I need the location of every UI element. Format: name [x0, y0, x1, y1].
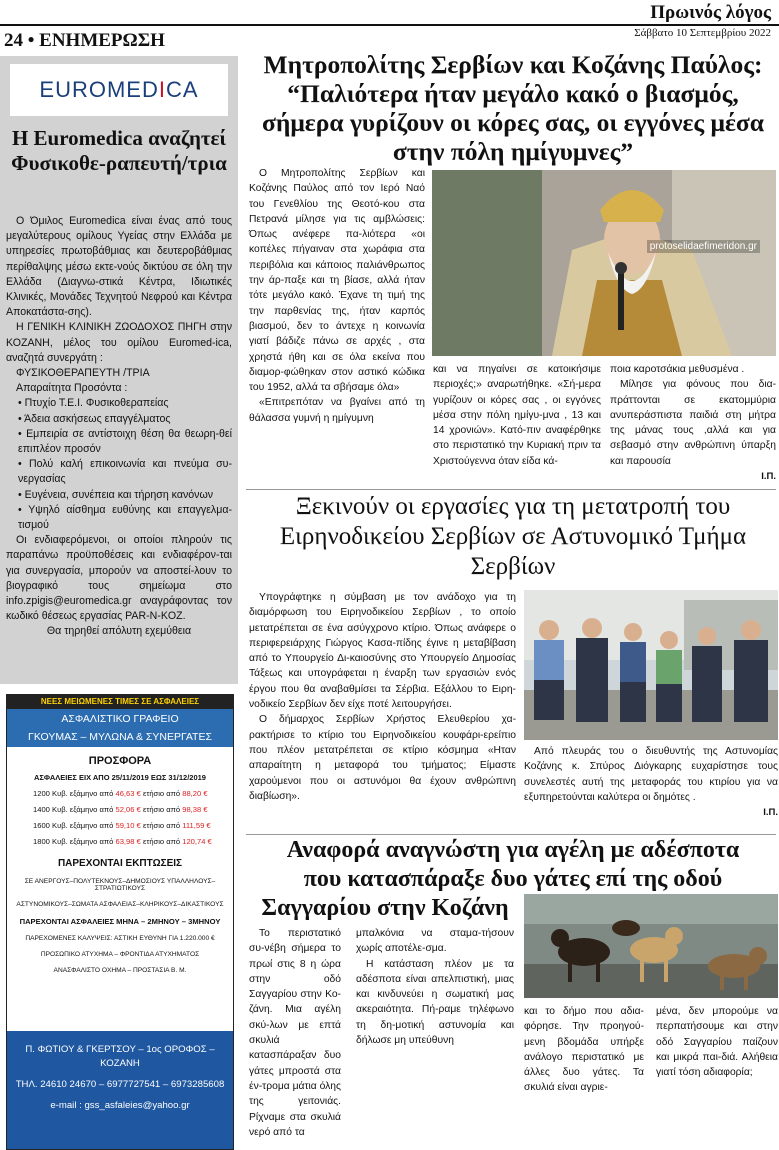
- insurance-cover: ΠΑΡΕΧΟΜΕΝΕΣ ΚΑΛΥΨΕΙΣ: ΑΣΤΙΚΗ ΕΥΘΥΝΗ ΓΙΑ 1.220.000 €: [25, 935, 215, 942]
- header-rule: [0, 24, 779, 26]
- article3-col4: [656, 1004, 778, 1080]
- insurance-address: Π. ΦΩΤΙΟΥ & ΓΚΕΡΤΣΟΥ – 1ος ΟΡΟΦΟΣ – ΚΟΖΑΝΗ: [25, 1044, 215, 1069]
- ad-bullet: • Υψηλό αίσθημα ευθύνης και επαγγελμα-τισμού: [18, 503, 232, 532]
- ad-paragraph: Ο Όμιλος Euromedica είναι ένας από τους μεγαλύτερους ομίλους Υγείας στην Ελλάδα με υπηρεσίες πρωτοβάθμιας και δευτεροβάθμιας περίθαλψης μέσω εκτε-νούς δικτύου σε όλη την Ελλάδα (Διαγνω-στικά Κέντρα, Ιδιωτικές Κλινικές, Μονάδες Τεχνητού Νεφρού και Κέντρα Αποκατάστα-σης).: [6, 215, 232, 319]
- insurance-email: e-mail : gss_asfaleies@yahoo.gr: [50, 1100, 190, 1111]
- article2-paragraph: Από πλευράς του ο διευθυντής της Αστυνομίας Κοζάνης κ. Σπύρος Διόγκαρης ευχαρίστησε τους συνελεστές αυτή της μεταφοράς του κτιρίου για να εξυπηρετούνται καλύτερα οι δημότες .: [524, 746, 778, 803]
- article1-paragraph: και να πηγαίνει σε κατοικήσιμε περιοχές;» αναρωτήθηκε. «Σή-μερα γυρίζουν οι κόρες σας , οι εγγόνες μέσα στην πόλη ημίγυ-μνα , 13 και 14 χρονιών». Κατό-πιν αναφέρθηκε στο περιστατικό την Κυριακή πριν τα Χριστούγεννα όταν είδα κά-: [433, 364, 601, 467]
- price-part: ετήσιο από: [140, 837, 183, 846]
- insurance-price-row: [7, 805, 233, 814]
- article2-paragraph: Υπογράφτηκε η σύμβαση με τον ανάδοχο για τη διαμόρφωση του Ειρηνοδικείου Σερβίων , το οποίο μετατρέπεται σε ένα ασύγχρονο κτίριο. Όπως ανάφερε ο περιφερειάρχης Γιώργος Κασα-πίδης έγινε η μεταβίβαση από το Υπουργείο Δι-καιοσύνης στο Υπουργείο Δημοσίας Τάξεως και υπογράφεται η έναρξη των εργασιών ενός έργου που θα αναβαθμίσει τα Σέρβια. Εξάλλου το Ειρη-νοδικείο Σερβίων δεν είχε ποτέ λειτουργήσει.: [249, 592, 516, 711]
- article2-title: Ξεκινούν οι εργασίες για τη μετατροπή του Ειρηνοδικείου Σερβίων σε Αστυνομικό Τμήμα Σερβίων: [279, 493, 747, 580]
- article3-title-line: που κατασπάραξε δυο γάτες επί της οδού: [303, 866, 723, 892]
- price-part: 52,06 €: [115, 805, 141, 814]
- insurance-top-banner: ΝΕΕΣ ΜΕΙΩΜΕΝΕΣ ΤΙΜΕΣ ΣΕ ΑΣΦΑΛΕΙΕΣ: [7, 695, 233, 709]
- article1-title: Μητροπολίτης Σερβίων και Κοζάνης Παύλος: “Παλιότερα ήταν μεγάλο κακό ο βιασμός, σήμερα γυρίζουν οι κόρες σας, οι εγγόνες μέσα στην πόλη ημίγυμνες”: [262, 50, 764, 166]
- price-part: 120,74 €: [182, 837, 212, 846]
- ad-bullet: • Πτυχίο Τ.Ε.Ι. Φυσικοθεραπείας: [18, 397, 169, 410]
- insurance-ad: [6, 694, 234, 1150]
- price-part: ετήσιο από: [140, 821, 183, 830]
- article2-paragraph: Ο δήμαρχος Σερβίων Χρήστος Ελευθερίου χα-ρακτήρισε το κτίριο του Ειρηνοδικείου κουφάρι-ερείπιο που πλέον μετατρέπεται σε κτίριο κόσμημα «Ηταν απαραίτητη η μεταφορά του τμήματος; Είμαστε χαρούμενοι που οι αστυνόμοι θα έχουν ανθρώπινη διαβίωση».: [249, 714, 516, 802]
- insurance-discount-who: ΣΕ ΑΝΕΡΓΟΥΣ–ΠΟΛΥΤΕΚΝΟΥΣ–ΔΗΜΟΣΙΟΥΣ ΥΠΑΛΛΗΛΟΥΣ–ΣΤΡΑΤΙΩΤΙΚΟΥΣ: [24, 878, 216, 892]
- euromedica-logo: [10, 64, 228, 116]
- price-part: 63,98 €: [115, 837, 141, 846]
- article1-col3: [610, 362, 776, 484]
- price-part: ετήσιο από: [140, 805, 183, 814]
- insurance-discounts: ΠΑΡΕΧΟΝΤΑΙ ΕΚΠΤΩΣΕΙΣ: [57, 858, 183, 869]
- insurance-office-band: [7, 709, 233, 747]
- article3-title-line: Σαγγαρίου στην Κοζάνη: [261, 895, 509, 921]
- separator: [246, 489, 776, 490]
- article3-paragraph: μένα, δεν μπορούμε να περπατήσουμε και στην οδό Σαγγαρίου παίζουν και μικρά παι-διά. Αλήθεια γιατί τόση αδιαφορία;: [656, 1006, 778, 1079]
- newspaper-name: Πρωινός λόγος: [650, 2, 771, 23]
- ad-role: ΦΥΣΙΚΟΘΕΡΑΠΕΥΤΗ /ΤΡΙΑ: [16, 367, 150, 380]
- article3-col3: [524, 1004, 644, 1096]
- insurance-contact: [7, 1031, 233, 1149]
- article1-paragraph: ποια καροτσάκια μεθυσμένα .: [610, 364, 745, 375]
- left-column: [0, 56, 238, 1111]
- article2-text: [249, 590, 516, 804]
- article2-text-right: [524, 744, 778, 820]
- ad-bullet: • Ευγένεια, συνέπεια και τήρηση κανόνων: [18, 488, 214, 501]
- insurance-cover: ΠΡΟΣΩΠΙΚΟ ΑΤΥΧΗΜΑ – ΦΡΟΝΤΙΔΑ ΑΤΥΧΗΜΑΤΟΣ: [40, 951, 200, 958]
- article1-paragraph: Ο Μητροπολίτης Σερβίων και Κοζάνης Παύλος από τον Ιερό Ναό του Γενεθλίου της Θεοτό-κου στα Πετρανά μίλησε για τις αμβλώσεις: Όπως ανέφερε πα-λιότερα «οι κοπέλες πήγαιναν στα χωράφια στα περιβόλια και κάποιος παλιάνθρωπος την άρ-παξε και τη βίασε, αλλά ήταν τότε μεγάλο κακό. Έχανε τη τιμή της την παρθενίας της, ήταν καρπός βιασμού, δεν το άντεχε η κοινωνία γιατί βάδιζε πάνω σε αρχές , στα χρηστά ήθη και σε όλα εκείνα που διαμορ-φώθηκαν στον αστικό κώδικα του 1952, αλλά τα σβήσαμε όλα»: [249, 168, 425, 394]
- insurance-offer: ΠΡΟΣΦΟΡΑ: [88, 755, 152, 767]
- ad-paragraph: Η ΓΕΝΙΚΗ ΚΛΙΝΙΚΗ ΖΩΟΔΟΧΟΣ ΠΗΓΗ στην ΚΟΖΑΝΗ, μέλος του ομίλου Euromed-ica, αναζητά συνεργάτη :: [6, 321, 232, 364]
- article1-col1: [249, 166, 425, 426]
- price-part: 98,38 €: [182, 805, 208, 814]
- article3-col1: [249, 926, 341, 1140]
- ad-bullet: • Πολύ καλή επικοινωνία και πνεύμα συ-νεργασίας: [18, 458, 232, 486]
- price-part: 88,20 €: [182, 789, 208, 798]
- separator: [246, 834, 776, 835]
- price-part: 1400 Κυβ. εξάμηνο από: [33, 805, 116, 814]
- article1-paragraph: Μίλησε για φόνους που δια-πράττονται σε εκατομμύρια ανυπεράσπιστα παιδιά στη μήτρα της μάνας τους ,αλλά και για σεβασμό στην ανθρώπινη ύπαρξη και παρουσία: [610, 379, 776, 467]
- insurance-cover: ΑΝΑΣΦΑΛΙΣΤΟ ΟΧΗΜΑ – ΠΡΟΣΤΑΣΙΑ Β. Μ.: [53, 967, 187, 974]
- insurance-price-row: [7, 821, 233, 830]
- stray-dogs-photo: [524, 894, 778, 998]
- issue-date: Σάββατο 10 Σεπτεμβρίου 2022: [634, 27, 771, 39]
- insurance-names: ΓΚΟΥΜΑΣ – ΜΥΛΩΝΑ & ΣΥΝΕΡΓΑΤΕΣ: [28, 731, 212, 743]
- price-part: 1600 Κυβ. εξάμηνο από: [33, 821, 116, 830]
- article1-paragraph: «Επιτρεπόταν να βγαίνει από τη θάλασσα γυμνή η ημίγυμνη: [249, 397, 425, 424]
- price-part: 46,63 €: [115, 789, 141, 798]
- metropolitan-photo: [432, 170, 776, 356]
- price-part: 111,59 €: [182, 821, 211, 830]
- article3-paragraph: Το περιστατικό συ-νέβη σήμερα το πρωί στις 8 η ώρα στην οδό Σαγγαρίου στην Κο-ζάνη. Μια αγέλη σκύ-λων με επτά σκυλιά κατασπάραξαν δυο γάτες μπροστά στα έν-τρομα μάτια όλης της γειτονιάς. Ρίχναμε στα σκυλιά νερό από τα: [249, 928, 341, 1138]
- ad-paragraph: Οι ενδιαφερόμενοι, οι οποίοι πληρούν τις παραπάνω προϋποθέσεις και ενδιαφέρον-ται για συνεργασία, μπορούν να αποστεί-λουν το βιογραφικό τους σημείωμα στο info.zpigis@euromedica.gr αναγράφοντας τον κωδικό θέσεως εργασίας PAR-N-KOZ.: [6, 534, 232, 623]
- price-part: 1200 Κυβ. εξάμηνο από: [33, 789, 116, 798]
- insurance-price-row: [7, 789, 233, 798]
- metropolitan-photo-art: [432, 170, 776, 356]
- insurance-monthly: ΠΑΡΕΧΟΝΤΑΙ ΑΣΦΑΛΕΙΕΣ ΜΗΝΑ – 2ΜΗΝΟΥ – 3ΜΗΝΟΥ: [19, 917, 221, 926]
- price-part: 59,10 €: [115, 821, 141, 830]
- page-label: 24 • ΕΝΗΜΕΡΩΣΗ: [4, 30, 165, 51]
- logo-text: EUROMEDICA: [39, 77, 199, 102]
- insurance-office: ΑΣΦΑΛΙΣΤΙΚΟ ΓΡΑΦΕΙΟ: [61, 713, 179, 725]
- article3-paragraph: Η κατάσταση πλέον με τα αδέσποτα είναι απελπιστική, μιας και κινδυνεύει η σωματική μας ακεραιότητα. Πή-ραμε τηλέφωνο τη δη-μοτική αστυνομία και δήλωσε μη υπεύθυνη: [356, 958, 514, 1047]
- article3-paragraph: και το δήμο που αδια-φόρησε. Την προηγού-μενη βδομάδα υπήρξε ανάλογο περιστατικό με άλλες δυο γάτες. Τα σκυλιά είναι αγριε-: [524, 1006, 644, 1094]
- insurance-price-row: [7, 837, 233, 846]
- insurance-period: ΑΣΦΑΛΕΙΕΣ ΕΙΧ ΑΠΟ 25/11/2019 ΕΩΣ 31/12/2019: [34, 773, 206, 782]
- ad-confidential: Θα τηρηθεί απόλυτη εχεμύθεια: [46, 625, 192, 638]
- price-part: ετήσιο από: [140, 789, 183, 798]
- ceremony-photo-art: [524, 590, 778, 740]
- watermark: protoselidaefimeridon.gr: [647, 240, 760, 253]
- ad-req-title: Απαραίτητα Προσόντα :: [16, 382, 128, 395]
- price-part: 1800 Κυβ. εξάμηνο από: [33, 837, 116, 846]
- euromedica-ad: [0, 56, 238, 684]
- article3-col2: [356, 926, 514, 1048]
- ad-title: Η Euromedica αναζητεί Φυσικοθε-ραπευτή/τρια: [11, 126, 227, 175]
- ad-body: [6, 214, 232, 640]
- article3-title-line: Αναφορά αναγνώστη για αγέλη με αδέσποτα: [286, 837, 740, 863]
- insurance-phone: ΤΗΛ. 24610 24670 – 6977727541 – 6973285608: [15, 1079, 225, 1090]
- stray-dogs-photo-art: [524, 894, 778, 998]
- ad-bullet: • Εμπειρία σε αντίστοιχη θέση θα θεωρη-θεί επιπλέον προσόν: [18, 427, 232, 456]
- ad-bullet: • Άδεια ασκήσεως επαγγέλματος: [18, 412, 171, 425]
- article3-title: [250, 836, 776, 894]
- ceremony-photo: [524, 590, 778, 740]
- article2-signature: Ι.Π.: [763, 807, 778, 819]
- article3-paragraph: μπαλκόνια να σταμα-τήσουν χωρίς αποτέλε-σμα.: [356, 928, 514, 955]
- insurance-price-list: [7, 789, 233, 846]
- insurance-discount-who: ΑΣΤΥΝΟΜΙΚΟΥΣ–ΣΩΜΑΤΑ ΑΣΦΑΛΕΙΑΣ–ΚΛΗΡΙΚΟΥΣ–ΔΙΚΑΣΤΙΚΟΥΣ: [16, 901, 224, 908]
- article1-signature: Ι.Π.: [761, 471, 776, 483]
- article1-col2: [433, 362, 601, 469]
